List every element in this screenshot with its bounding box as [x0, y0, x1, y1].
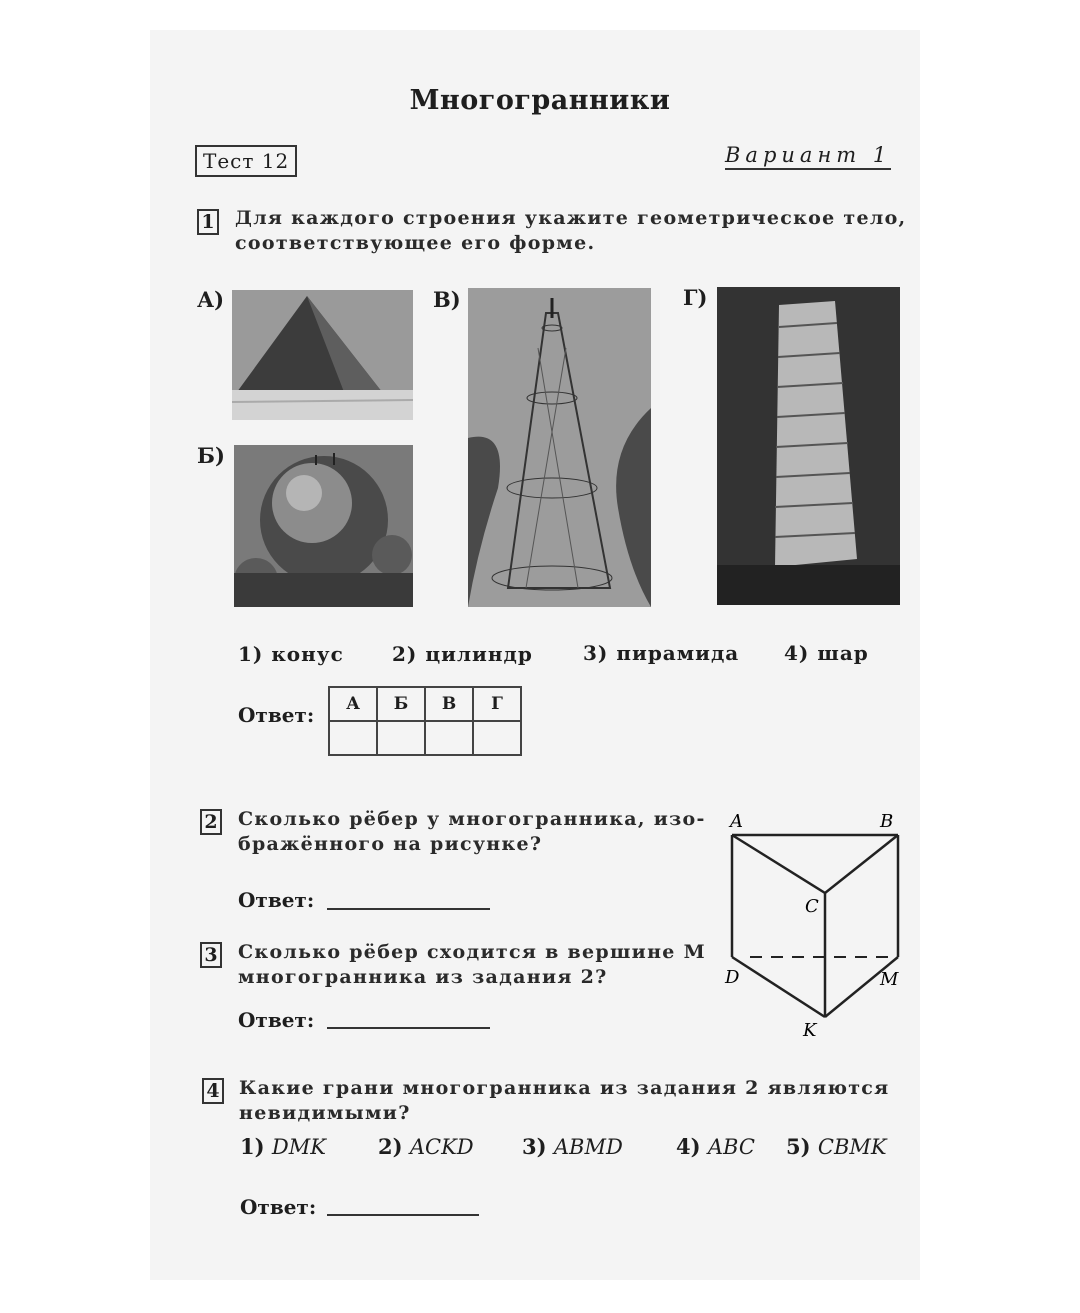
- q2-answer-label: Ответ:: [238, 888, 315, 912]
- question-3-line-1: Сколько рёбер сходится в вершине M: [238, 941, 706, 963]
- vertex-c-label: C: [805, 896, 819, 917]
- answer-header-g: Г: [473, 687, 521, 721]
- q4-option-4: 4) ABC: [676, 1134, 755, 1159]
- vertex-m-label: M: [880, 969, 899, 990]
- answer-cell-a[interactable]: [329, 721, 377, 755]
- photo-a-label: А): [197, 287, 225, 312]
- photo-g-label: Г): [683, 285, 708, 310]
- prism-figure: [720, 805, 915, 1040]
- vertex-k-label: K: [803, 1020, 817, 1040]
- photo-lattice-tower: [468, 288, 651, 607]
- question-2-line-2: бражённого на рисунке?: [238, 833, 543, 855]
- q4-option-3: 3) ABMD: [522, 1134, 623, 1159]
- question-1-line-2: соответствующее его форме.: [235, 232, 596, 254]
- answer-cell-b[interactable]: [377, 721, 425, 755]
- photo-leaning-tower: [717, 287, 900, 605]
- question-3-number: 3: [200, 942, 222, 968]
- q1-option-2: 2) цилиндр: [392, 642, 533, 666]
- q1-option-4: 4) шар: [784, 641, 869, 665]
- question-4-text: [239, 1076, 904, 1126]
- q1-option-1: 1) конус: [238, 642, 344, 666]
- photo-b-label: Б): [197, 443, 225, 468]
- vertex-a-label: A: [730, 811, 743, 832]
- answer-header-a: А: [329, 687, 377, 721]
- question-2-line-1: Сколько рёбер у многогранника, изо-: [238, 808, 706, 830]
- page-title: Многогранники: [409, 85, 671, 116]
- answer-header-v: В: [425, 687, 473, 721]
- q1-answer-label: Ответ:: [238, 703, 315, 727]
- answer-cell-v[interactable]: [425, 721, 473, 755]
- photo-v-label: В): [433, 287, 461, 312]
- q4-answer-label: Ответ:: [240, 1195, 317, 1219]
- question-1-text: [235, 206, 907, 256]
- q3-answer-line[interactable]: [327, 1027, 490, 1029]
- question-2-text: [238, 807, 706, 857]
- q4-answer-line[interactable]: [327, 1214, 479, 1216]
- vertex-b-label: B: [880, 811, 894, 832]
- q4-option-5: 5) CBMK: [786, 1134, 887, 1159]
- answer-cell-g[interactable]: [473, 721, 521, 755]
- question-2-number: 2: [200, 809, 222, 835]
- q2-answer-line[interactable]: [327, 908, 490, 910]
- question-1-line-1: Для каждого строения укажите геометрическое тело,: [235, 207, 907, 229]
- photo-pyramid: [232, 290, 413, 420]
- photo-sphere: [234, 445, 413, 607]
- variant-label: Вариант 1: [725, 143, 891, 170]
- q1-answer-table: [328, 686, 522, 756]
- q1-option-3: 3) пирамида: [583, 641, 740, 665]
- question-4-line-2: невидимыми?: [239, 1102, 411, 1124]
- question-1-number: 1: [197, 209, 219, 235]
- test-number-box: Тест 12: [195, 145, 297, 177]
- answer-header-b: Б: [377, 687, 425, 721]
- q3-answer-label: Ответ:: [238, 1008, 315, 1032]
- question-3-text: [238, 940, 706, 990]
- q4-option-1: 1) DMK: [240, 1134, 326, 1159]
- question-3-line-2: многогранника из задания 2?: [238, 966, 608, 988]
- q4-option-2: 2) ACKD: [378, 1134, 474, 1159]
- question-4-number: 4: [202, 1078, 224, 1104]
- vertex-d-label: D: [725, 967, 740, 988]
- question-4-line-1: Какие грани многогранника из задания 2 являются: [239, 1077, 890, 1099]
